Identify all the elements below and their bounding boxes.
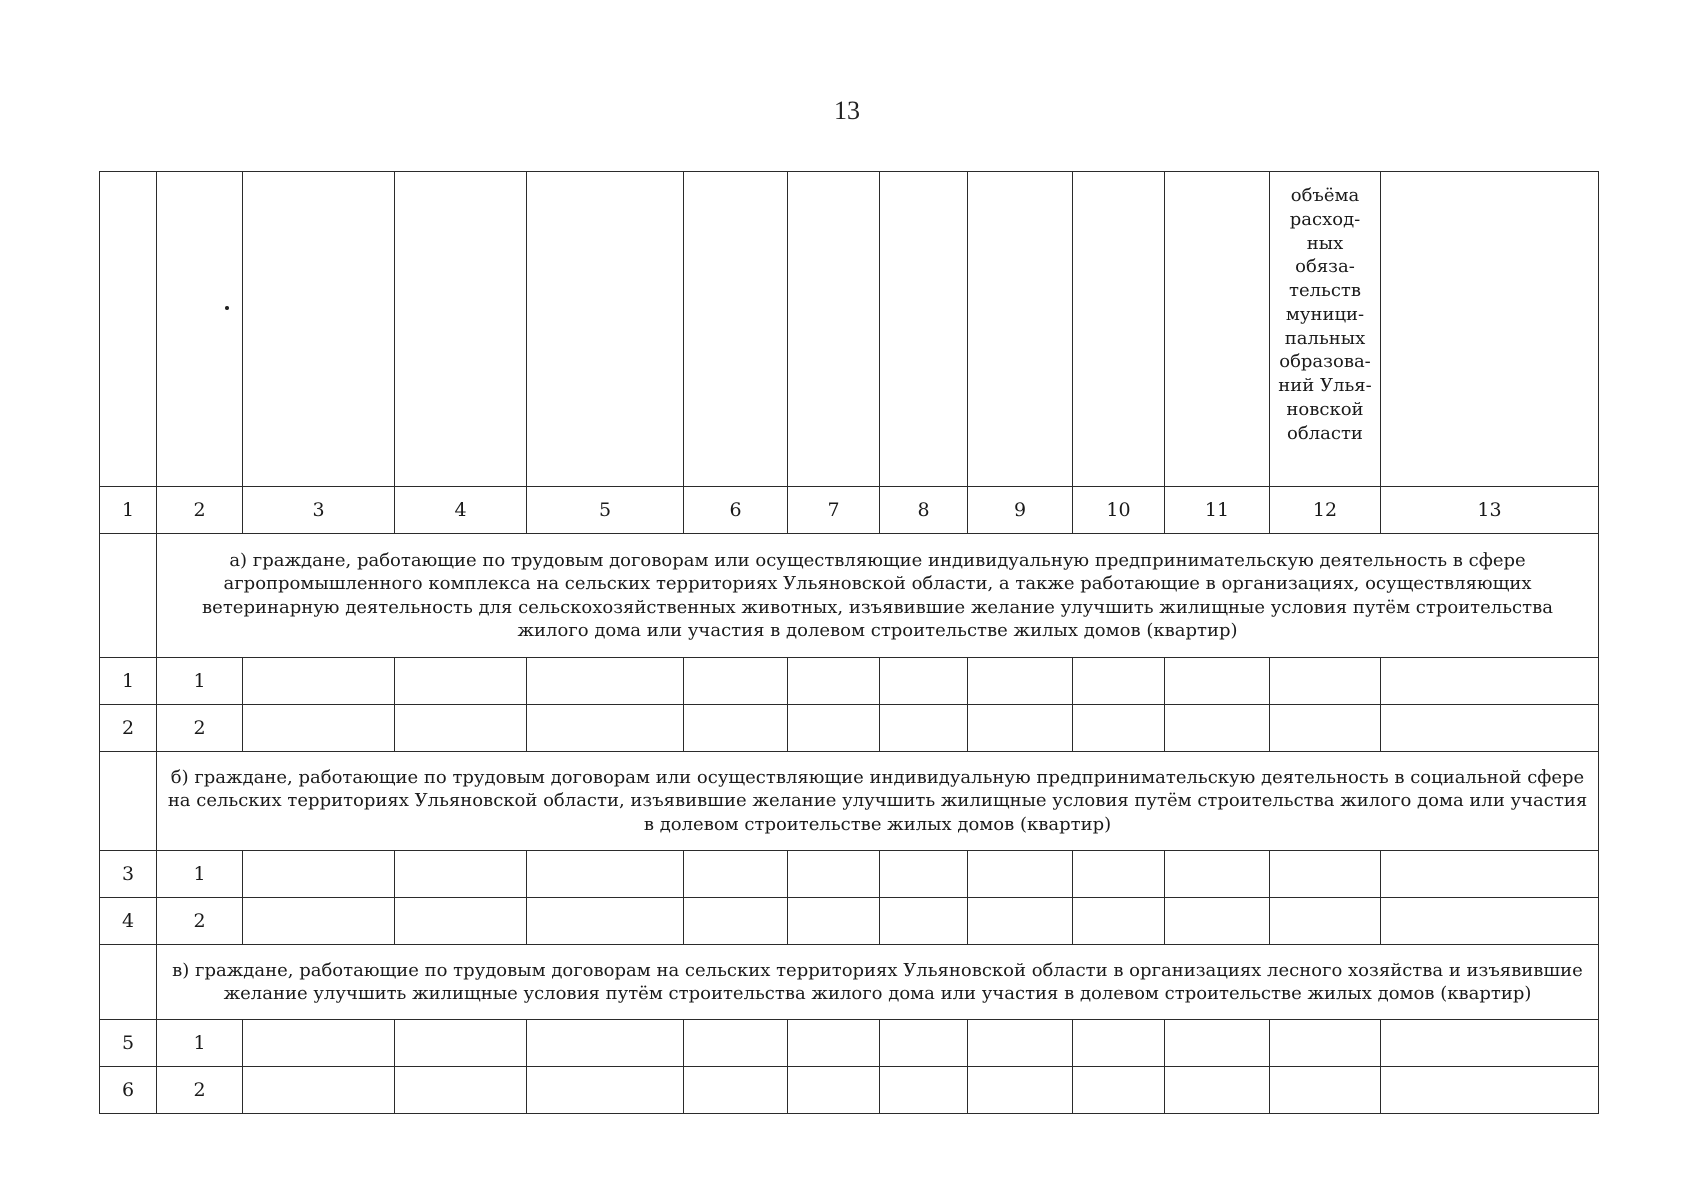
column-number: 5 xyxy=(527,487,684,534)
empty-cell xyxy=(1270,658,1381,705)
row-subnumber: 1 xyxy=(157,851,243,898)
column-number: 11 xyxy=(1165,487,1270,534)
row-number: 1 xyxy=(100,658,157,705)
header-cell xyxy=(100,172,157,487)
empty-cell xyxy=(1381,1067,1599,1114)
column-number: 1 xyxy=(100,487,157,534)
empty-cell xyxy=(684,851,788,898)
header-cell xyxy=(684,172,788,487)
empty-cell xyxy=(684,705,788,752)
empty-cell xyxy=(880,658,968,705)
empty-cell xyxy=(243,851,395,898)
empty-cell xyxy=(684,658,788,705)
empty-cell xyxy=(880,705,968,752)
row-number: 2 xyxy=(100,705,157,752)
empty-cell xyxy=(1165,898,1270,945)
group-heading-row xyxy=(100,534,1599,658)
empty-cell xyxy=(684,1067,788,1114)
header-cell xyxy=(527,172,684,487)
empty-cell xyxy=(1073,705,1165,752)
empty-cell xyxy=(395,1020,527,1067)
empty-cell xyxy=(1381,658,1599,705)
header-cell xyxy=(788,172,880,487)
header-cell xyxy=(157,172,243,487)
empty-cell xyxy=(1073,1067,1165,1114)
group-heading-row xyxy=(100,752,1599,851)
empty-cell xyxy=(527,1067,684,1114)
empty-cell xyxy=(243,658,395,705)
header-cell xyxy=(395,172,527,487)
table-row xyxy=(100,1020,1599,1067)
column-number: 4 xyxy=(395,487,527,534)
empty-cell xyxy=(243,1020,395,1067)
row-subnumber: 1 xyxy=(157,1020,243,1067)
empty-cell xyxy=(527,705,684,752)
empty-cell xyxy=(395,705,527,752)
header-cell xyxy=(243,172,395,487)
group-heading-a: а) граждане, работающие по трудовым договорам или осуществляющие индивидуальную предпринимательскую деятельность в сфере агропромышленного комплекса на сельских территориях Ульяновской области, а также работающие в организациях, осуществляющих ветеринарную деятельность для сельскохозяйственных животных, изъявившие желание улучшить жилищные условия путём строительства жилого дома или участия в долевом строительстве жилых домов (квартир) xyxy=(157,534,1599,658)
header-cell xyxy=(1073,172,1165,487)
table-row xyxy=(100,898,1599,945)
empty-cell xyxy=(1073,1020,1165,1067)
empty-cell xyxy=(1165,1067,1270,1114)
empty-cell xyxy=(1270,898,1381,945)
empty-cell xyxy=(1270,851,1381,898)
empty-cell xyxy=(788,1020,880,1067)
empty-cell xyxy=(968,658,1073,705)
empty-cell xyxy=(684,1020,788,1067)
header-cell xyxy=(968,172,1073,487)
column-number: 3 xyxy=(243,487,395,534)
header-cell xyxy=(1165,172,1270,487)
empty-cell xyxy=(395,1067,527,1114)
table-row xyxy=(100,658,1599,705)
empty-cell xyxy=(243,705,395,752)
column-number-row xyxy=(100,487,1599,534)
column-number: 12 xyxy=(1270,487,1381,534)
empty-cell xyxy=(395,658,527,705)
empty-cell xyxy=(1270,705,1381,752)
header-cell xyxy=(1381,172,1599,487)
column-number: 7 xyxy=(788,487,880,534)
empty-cell xyxy=(880,1020,968,1067)
empty-cell xyxy=(1165,658,1270,705)
empty-cell xyxy=(1073,851,1165,898)
empty-cell xyxy=(1165,1020,1270,1067)
group-heading-c: в) граждане, работающие по трудовым договорам на сельских территориях Ульяновской области в организациях лесного хозяйства и изъявившие желание улучшить жилищные условия путём строительства жилого дома или участия в долевом строительстве жилых домов (квартир) xyxy=(157,945,1599,1020)
empty-cell xyxy=(527,898,684,945)
row-number: 6 xyxy=(100,1067,157,1114)
row-number: 4 xyxy=(100,898,157,945)
stray-dot xyxy=(225,306,229,310)
empty-cell xyxy=(788,898,880,945)
group-heading-spacer xyxy=(100,945,157,1020)
empty-cell xyxy=(1073,898,1165,945)
group-heading-row xyxy=(100,945,1599,1020)
empty-cell xyxy=(1381,1020,1599,1067)
empty-cell xyxy=(527,1020,684,1067)
empty-cell xyxy=(1270,1020,1381,1067)
data-table xyxy=(99,171,1599,1114)
empty-cell xyxy=(1165,851,1270,898)
group-heading-spacer xyxy=(100,534,157,658)
empty-cell xyxy=(1165,705,1270,752)
column-number: 9 xyxy=(968,487,1073,534)
table-row xyxy=(100,1067,1599,1114)
empty-cell xyxy=(788,705,880,752)
row-number: 5 xyxy=(100,1020,157,1067)
row-subnumber: 2 xyxy=(157,898,243,945)
empty-cell xyxy=(788,658,880,705)
empty-cell xyxy=(1381,705,1599,752)
header-cell xyxy=(880,172,968,487)
empty-cell xyxy=(395,851,527,898)
empty-cell xyxy=(788,1067,880,1114)
empty-cell xyxy=(527,851,684,898)
row-subnumber: 2 xyxy=(157,705,243,752)
column-number: 10 xyxy=(1073,487,1165,534)
header-cell-12: объёма расход- ных обяза- тельств муници- пальных образова- ний Улья- новской области xyxy=(1270,172,1381,487)
empty-cell xyxy=(395,898,527,945)
row-subnumber: 2 xyxy=(157,1067,243,1114)
column-number: 8 xyxy=(880,487,968,534)
table-row xyxy=(100,705,1599,752)
page-number: 13 xyxy=(834,96,860,125)
empty-cell xyxy=(1381,851,1599,898)
empty-cell xyxy=(968,1020,1073,1067)
empty-cell xyxy=(1073,658,1165,705)
empty-cell xyxy=(880,851,968,898)
empty-cell xyxy=(527,658,684,705)
empty-cell xyxy=(968,898,1073,945)
empty-cell xyxy=(968,851,1073,898)
empty-cell xyxy=(684,898,788,945)
empty-cell xyxy=(880,1067,968,1114)
row-subnumber: 1 xyxy=(157,658,243,705)
column-number: 13 xyxy=(1381,487,1599,534)
table-header-row xyxy=(100,172,1599,487)
row-number: 3 xyxy=(100,851,157,898)
group-heading-spacer xyxy=(100,752,157,851)
empty-cell xyxy=(968,1067,1073,1114)
table-row xyxy=(100,851,1599,898)
column-number: 6 xyxy=(684,487,788,534)
group-heading-b: б) граждане, работающие по трудовым договорам или осуществляющие индивидуальную предпринимательскую деятельность в социальной сфере на сельских территориях Ульяновской области, изъявившие желание улучшить жилищные условия путём строительства жилого дома или участия в долевом строительстве жилых домов (квартир) xyxy=(157,752,1599,851)
column-number: 2 xyxy=(157,487,243,534)
empty-cell xyxy=(788,851,880,898)
empty-cell xyxy=(880,898,968,945)
empty-cell xyxy=(243,1067,395,1114)
empty-cell xyxy=(1270,1067,1381,1114)
empty-cell xyxy=(243,898,395,945)
empty-cell xyxy=(968,705,1073,752)
empty-cell xyxy=(1381,898,1599,945)
